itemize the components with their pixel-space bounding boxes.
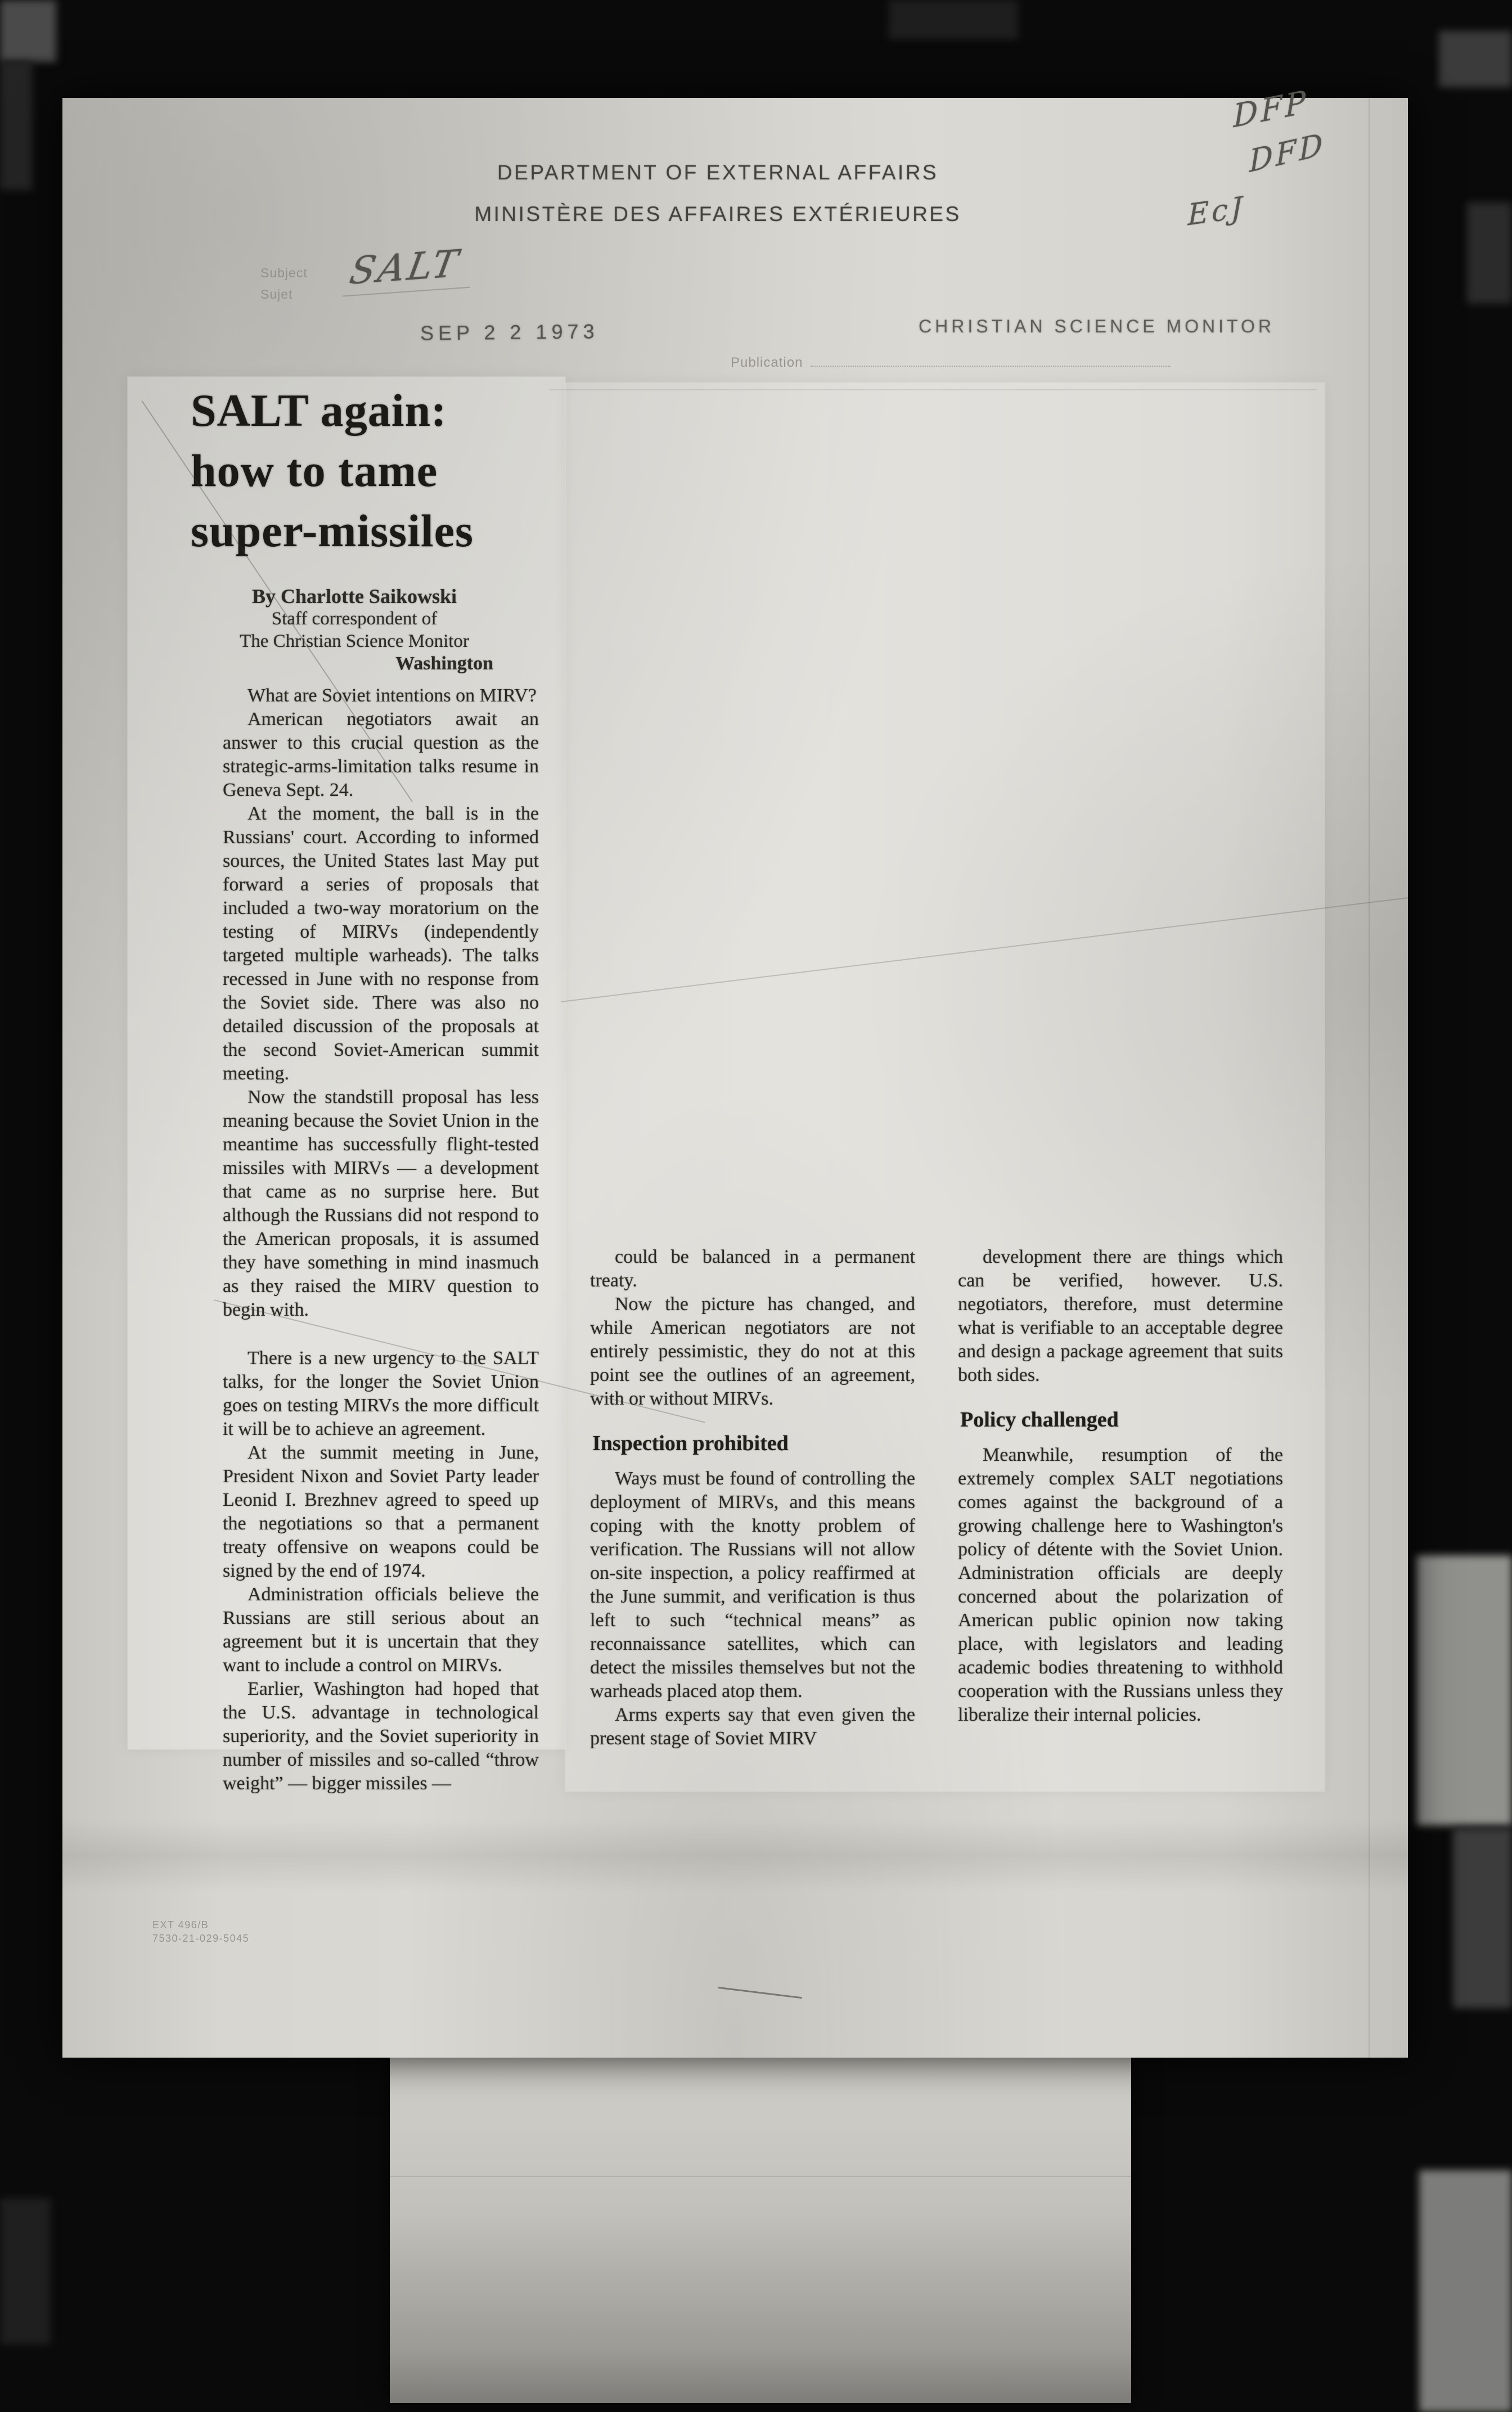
paragraph: Administration officials believe the Russians are still serious about an agreement but it is uncertain that they want to include a control on MIRVs. (223, 1584, 539, 1676)
headline-line: how to tame (191, 445, 438, 496)
shadow-band (62, 1819, 1408, 1892)
form-number-line: EXT 496/B (152, 1919, 209, 1930)
film-artifact (1439, 31, 1512, 87)
subject-label-fr: Sujet (260, 287, 293, 302)
publication-stamp: CHRISTIAN SCIENCE MONITOR (919, 316, 1275, 336)
handwritten-initials: DFD (1249, 125, 1326, 180)
bottom-paper-tab (390, 2058, 1131, 2403)
handwritten-initials: DFP (1232, 83, 1309, 136)
paragraph: Now the standstill proposal has less meaning because the Soviet Union in the meantime has successfully flight-tested missiles with MIRVs — a development that came as no surprise here. But although the Russians did not respond to the American proposals, it is assumed they have something in mind inasmuch as they raised the MIRV question to begin with. (223, 1087, 539, 1320)
subhead-inspection-prohibited: Inspection prohibited (592, 1432, 789, 1455)
film-artifact (1453, 1828, 1512, 2008)
paragraph: American negotiators await an answer to this crucial question as the strategic-arms-limitation talks resume in Geneva Sept. 24. (223, 709, 539, 800)
article-column-1 (223, 684, 539, 1796)
paragraph: Now the picture has changed, and while American negotiators are not entirely pessimistic, they do not at this point see the outlines of an agreement, with or without MIRVs. (590, 1294, 915, 1409)
article-column-3 (958, 1245, 1283, 1727)
film-artifact (0, 0, 56, 62)
subject-handwritten-value: SALT (343, 240, 479, 296)
paragraph: could be balanced in a permanent treaty. (590, 1246, 915, 1291)
paragraph: At the summit meeting in June, President Nixon and Soviet Party leader Leonid I. Brezhnev agreed to speed up the negotiations so that a permanent treaty offensive on weapons could be signed by the end of 1974. (223, 1442, 539, 1581)
form-number (152, 1918, 249, 1945)
film-artifact (0, 2198, 51, 2344)
film-artifact (1416, 1555, 1512, 1825)
department-title-en: DEPARTMENT OF EXTERNAL AFFAIRS (497, 161, 939, 184)
byline-role: Staff correspondent of (271, 609, 438, 629)
article-byline (196, 585, 512, 675)
paper-fold-line (1369, 98, 1370, 2058)
paragraph: Ways must be found of controlling the deployment of MIRVs, and this means coping with the knotty problem of verification. The Russians will not allow on-site inspection, a policy reaffirmed at the June summit, and verification is thus left to such “technical means” as reconnaissance satellites, which can detect the missiles themselves but not the warheads placed atop them. (590, 1468, 915, 1702)
dateline: Washington (395, 653, 493, 674)
paper-crease (390, 2176, 1131, 2177)
film-artifact (1467, 202, 1512, 304)
headline-line: super-missiles (191, 505, 474, 556)
byline-org: The Christian Science Monitor (240, 631, 469, 651)
paragraph: Earlier, Washington had hoped that the U.S. advantage in technological superiority, and the Soviet superiority in number of missiles and so-called “throw weight” — bigger missiles — (223, 1678, 539, 1794)
subhead-policy-challenged: Policy challenged (960, 1408, 1119, 1432)
film-artifact (1419, 2170, 1512, 2412)
paragraph: development there are things which can be verified, however. U.S. negotiators, therefore, must determine what is verifiable to an acceptable degree and design a package agreement that suits both sides. (958, 1246, 1283, 1385)
date-received-stamp: SEP 2 2 1973 (420, 320, 599, 345)
film-artifact (0, 61, 33, 190)
dotted-fill-line (811, 354, 1171, 367)
paragraph: At the moment, the ball is in the Russians' court. According to informed sources, the United States last May put forward a series of proposals that included a two-way moratorium on the testing of MIRVs (independently targeted multiple warheads). The talks recessed in June with no response from the Soviet side. There was also no detailed discussion of the proposals at the second Soviet-American summit meeting. (223, 803, 539, 1084)
article-column-2 (590, 1245, 915, 1750)
paragraph: Meanwhile, resumption of the extremely complex SALT negotiations comes against the background of a growing challenge here to Washington's policy of détente with the Soviet Union. Administration officials are deeply concerned about the polarization of American public opinion now taking place, with legislators and leading academic bodies threatening to withhold cooperation with the Russians unless they liberalize their internal policies. (958, 1444, 1283, 1725)
paragraph: Arms experts say that even given the present stage of Soviet MIRV (590, 1704, 915, 1749)
byline-author: By Charlotte Saikowski (251, 585, 457, 608)
department-title-fr: MINISTÈRE DES AFFAIRES EXTÉRIEURES (474, 202, 961, 226)
paragraph: What are Soviet intentions on MIRV? (248, 685, 537, 706)
article-headline (191, 380, 539, 561)
form-sheet (62, 83, 1408, 2058)
form-number-line: 7530-21-029-5045 (152, 1933, 250, 1944)
publication-label-text: Publication (731, 355, 803, 370)
paragraph: There is a new urgency to the SALT talks, for the longer the Soviet Union goes on testing MIRVs the more difficult it will be to achieve an agreement. (223, 1348, 539, 1439)
handwritten-initials: EcJ (1187, 190, 1245, 233)
subject-label: Subject (260, 266, 308, 280)
film-scratch (718, 1987, 802, 1999)
publication-label (731, 354, 1171, 371)
film-artifact (889, 0, 1018, 39)
headline-line: SALT again: (191, 385, 447, 436)
